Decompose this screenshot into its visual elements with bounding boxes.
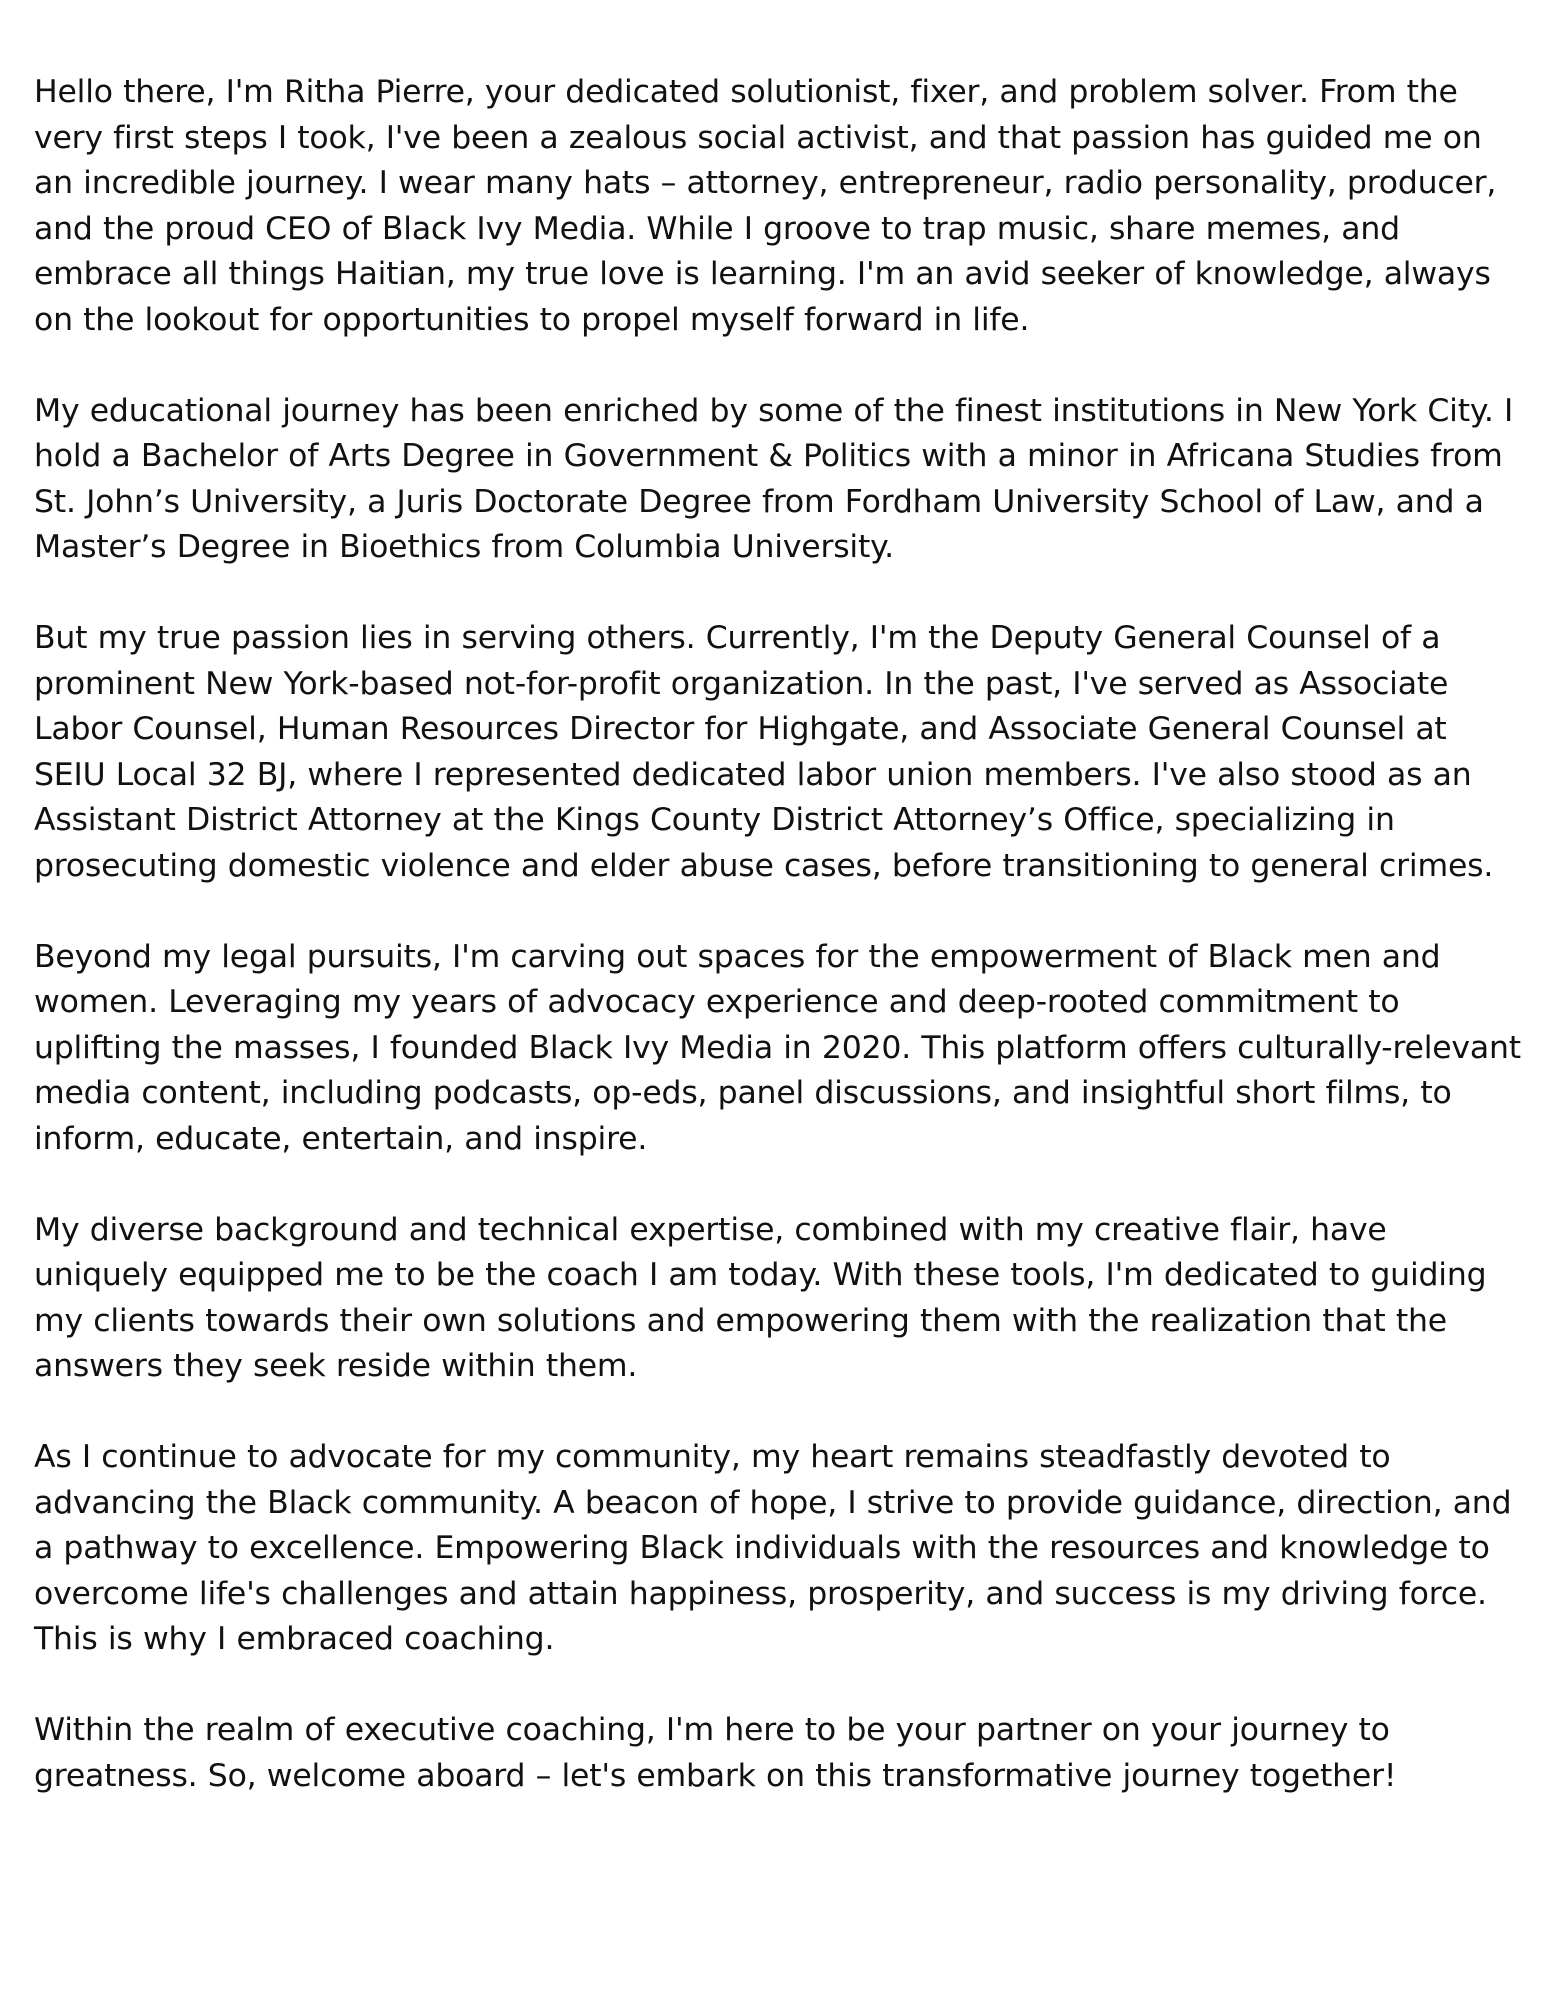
paragraph-introduction: Hello there, I'm Ritha Pierre, your dedicated solutionist, fixer, and problem solver. From the very first steps I took, I've been a zealous social activist, and that passion has guided me on an incredible journey. I wear many hats – attorney, entrepreneur, radio personality, producer, and the proud CEO of Black Ivy Media. While I groove to trap music, share memes, and embrace all things Haitian, my true love is learning. I'm an avid seeker of knowledge, always on the lookout for opportunities to propel myself forward in life. <box>34 74 1497 338</box>
bio-document <box>34 70 1524 1845</box>
paragraph-coaching-background: My diverse background and technical expertise, combined with my creative flair, have uniquely equipped me to be the coach I am today. With these tools, I'm dedicated to guiding my clients towards their own solutions and empowering them with the realization that the answers they seek reside within them. <box>34 1211 1487 1384</box>
paragraph-closing: Within the realm of executive coaching, I'm here to be your partner on your journey to greatness. So, welcome aboard – let's embark on this transformative journey together! <box>34 1712 1397 1794</box>
paragraph-community: As I continue to advocate for my community, my heart remains steadfastly devoted to advancing the Black community. A beacon of hope, I strive to provide guidance, direction, and a pathway to excellence. Empowering Black individuals with the resources and knowledge to overcome life's challenges and attain happiness, prosperity, and success is my driving force. This is why I embraced coaching. <box>34 1439 1512 1657</box>
paragraph-career: But my true passion lies in serving others. Currently, I'm the Deputy General Counsel of a prominent New York-based not-for-profit organization. In the past, I've served as Associate Labor Counsel, Human Resources Director for Highgate, and Associate General Counsel at SEIU Local 32 BJ, where I represented dedicated labor union members. I've also stood as an Assistant District Attorney at the Kings County District Attorney’s Office, specializing in prosecuting domestic violence and elder abuse cases, before transitioning to general crimes. <box>34 620 1494 884</box>
paragraph-education: My educational journey has been enriched by some of the finest institutions in New York City. I hold a Bachelor of Arts Degree in Government & Politics with a minor in Africana Studies from St. John’s University, a Juris Doctorate Degree from Fordham University School of Law, and a Master’s Degree in Bioethics from Columbia University. <box>34 392 1514 565</box>
paragraph-black-ivy-media: Beyond my legal pursuits, I'm carving out spaces for the empowerment of Black men and women. Leveraging my years of advocacy experience and deep-rooted commitment to uplifting the masses, I founded Black Ivy Media in 2020. This platform offers culturally-relevant media content, including podcasts, op-eds, panel discussions, and insightful short films, to inform, educate, entertain, and inspire. <box>34 938 1521 1157</box>
